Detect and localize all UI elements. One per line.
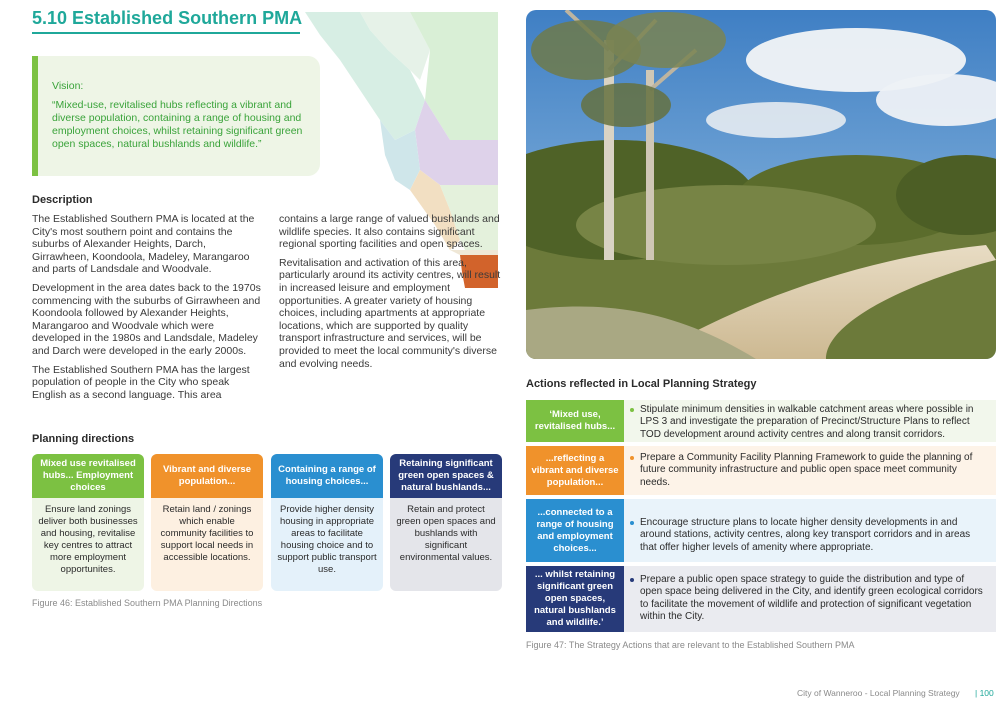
description-paragraph: Development in the area dates back to the 1970s commencing with the suburbs of Girrawheen and Koondoola followed by Alexander Heights, Marangaroo and Woodvale which were developed in the 1980s and Landsdale, Madeley and Darch were developed in the early 2000s. bbox=[32, 281, 261, 357]
vision-label: Vision: bbox=[52, 80, 84, 92]
description-right-column bbox=[279, 213, 501, 376]
planning-card-body: Retain and protect green open spaces and bushlands with significant environmental values. bbox=[396, 504, 496, 563]
description-heading: Description bbox=[32, 194, 93, 206]
page-number: | 100 bbox=[975, 688, 994, 698]
planning-card-body: Retain land / zonings which enable community facilities to support local needs in accessible locations. bbox=[160, 504, 254, 563]
footer-document-title: City of Wanneroo - Local Planning Strategy bbox=[797, 688, 960, 698]
action-label: ‘Mixed use, revitalised hubs... bbox=[526, 400, 624, 442]
description-left-column bbox=[32, 213, 264, 407]
description-paragraph: Revitalisation and activation of this area, particularly around its activity centres, will result in increased leisure and employment opportunities. A greater variety of housing choices, including apartments at appropriate locations, which are supported by quality transport infrastructure and services, will be provided to meet the local community's diverse and evolving needs. bbox=[279, 256, 501, 370]
planning-directions-heading: Planning directions bbox=[32, 433, 135, 445]
planning-card-body: Ensure land zonings deliver both businesses and housing, revitalise key centres to attract more employment opportunites. bbox=[38, 504, 138, 575]
planning-card-header: Vibrant and diverse population... bbox=[151, 454, 263, 498]
bushland-photo-illustration bbox=[526, 10, 996, 359]
planning-card-mixed-use bbox=[32, 454, 144, 591]
description-paragraph: contains a large range of valued bushlands and wildlife species. It also contains significant regional sporting facilities and open spaces. bbox=[279, 213, 500, 251]
action-row-mixed-use bbox=[526, 400, 996, 442]
figure-46-caption: Figure 46: Established Southern PMA Planning Directions bbox=[32, 598, 263, 608]
action-description: Prepare a public open space strategy to guide the distribution and type of open space being delivered in the City, and identify green ecological corridors to facilitate the movement of wildlife and protection of significant vegetation within the City. bbox=[640, 574, 983, 623]
page-title: 5.10 Established Southern PMA bbox=[32, 8, 303, 28]
bullet-icon bbox=[630, 408, 634, 412]
action-label: ...connected to a range of housing and employment choices... bbox=[526, 499, 624, 562]
title-underline bbox=[32, 32, 300, 34]
planning-directions-grid bbox=[32, 454, 502, 591]
action-row-housing bbox=[526, 499, 996, 562]
vision-text: “Mixed-use, revitalised hubs reflecting a vibrant and diverse population, containing a range of housing and employment choices, whilst retaining significant green open spaces, natural bushlands and wildlife.” bbox=[52, 99, 303, 150]
planning-card-header: Containing a range of housing choices... bbox=[271, 454, 383, 498]
action-label: ...reflecting a vibrant and diverse population... bbox=[526, 446, 624, 495]
planning-card-vibrant bbox=[151, 454, 263, 591]
bullet-icon bbox=[630, 456, 634, 460]
action-text bbox=[624, 499, 996, 562]
description-paragraph: The Established Southern PMA has the largest population of people in the City who speak English as a second language. This area bbox=[32, 363, 250, 401]
action-label: ... whilst retaining significant green open spaces, natural bushlands and wildlife.’ bbox=[526, 566, 624, 632]
planning-card-header: Mixed use revitalised hubs... Employment choices bbox=[32, 454, 144, 498]
planning-card-body: Provide higher density housing in appropriate areas to facilitate housing choice and to support public transport use. bbox=[277, 504, 377, 575]
figure-47-caption: Figure 47: The Strategy Actions that are relevant to the Established Southern PMA bbox=[526, 640, 855, 650]
action-description: Stipulate minimum densities in walkable catchment areas where possible in LPS 3 and investigate the preparation of Precinct/Structure Plans to reflect TOD development around activity centres and along transit corridors. bbox=[640, 404, 974, 440]
description-paragraph: The Established Southern PMA is located at the City's most southern point and contains the suburbs of Alexander Heights, Darch, Girrawheen, Koondoola, Madeley, Marangaroo and parts of Landsdale and Woodvale. bbox=[32, 213, 255, 276]
action-text bbox=[624, 446, 996, 495]
action-description: Encourage structure plans to locate higher density developments in and around stations, activity centres, along key transport corridors and in areas that offer higher levels of amenity where appropriate. bbox=[640, 517, 971, 553]
planning-card-housing bbox=[271, 454, 383, 591]
bullet-icon bbox=[630, 578, 634, 582]
vision-box bbox=[32, 56, 320, 176]
bullet-icon bbox=[630, 521, 634, 525]
action-text bbox=[624, 400, 996, 442]
actions-heading: Actions reflected in Local Planning Strategy bbox=[526, 378, 757, 390]
action-row-green-spaces bbox=[526, 566, 996, 632]
planning-card-green-spaces bbox=[390, 454, 502, 591]
action-row-vibrant bbox=[526, 446, 996, 495]
planning-card-header: Retaining significant green open spaces & natural bushlands... bbox=[390, 454, 502, 498]
action-text bbox=[624, 566, 996, 632]
bushland-photo bbox=[526, 10, 996, 359]
action-description: Prepare a Community Facility Planning Framework to guide the planning of future community infrastructure and public open space meet community needs. bbox=[640, 452, 973, 488]
